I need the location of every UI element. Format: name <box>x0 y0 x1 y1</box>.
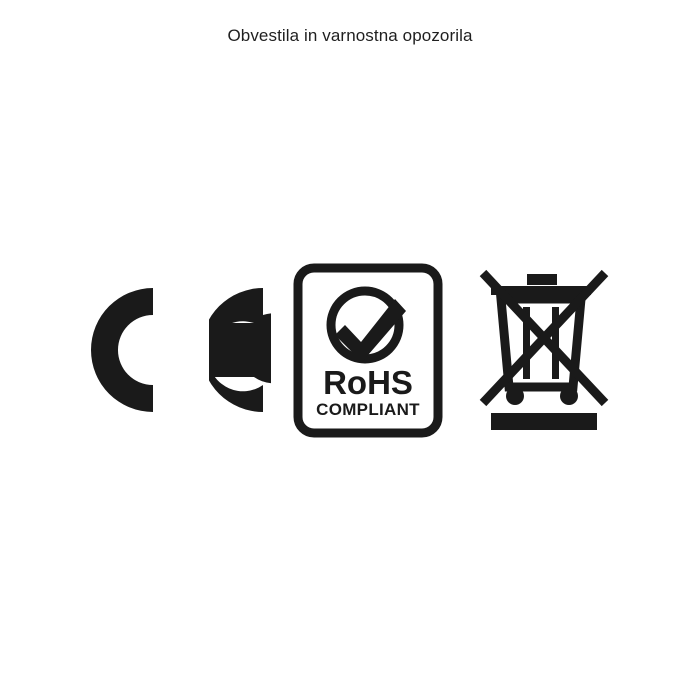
ce-marking <box>91 275 271 425</box>
compliance-marks-row <box>0 255 700 445</box>
weee-crossed-out-wheeled-bin-icon <box>479 263 609 438</box>
rohs-marking <box>293 263 443 438</box>
page-title: Obvestila in varnostna opozorila <box>227 26 473 45</box>
rohs-text-line-1: RoHS <box>323 363 413 401</box>
rohs-compliant-icon <box>293 263 443 438</box>
weee-marking <box>479 263 609 438</box>
rohs-text-line-2: COMPLIANT <box>316 399 420 419</box>
ce-marking-icon <box>91 275 271 425</box>
